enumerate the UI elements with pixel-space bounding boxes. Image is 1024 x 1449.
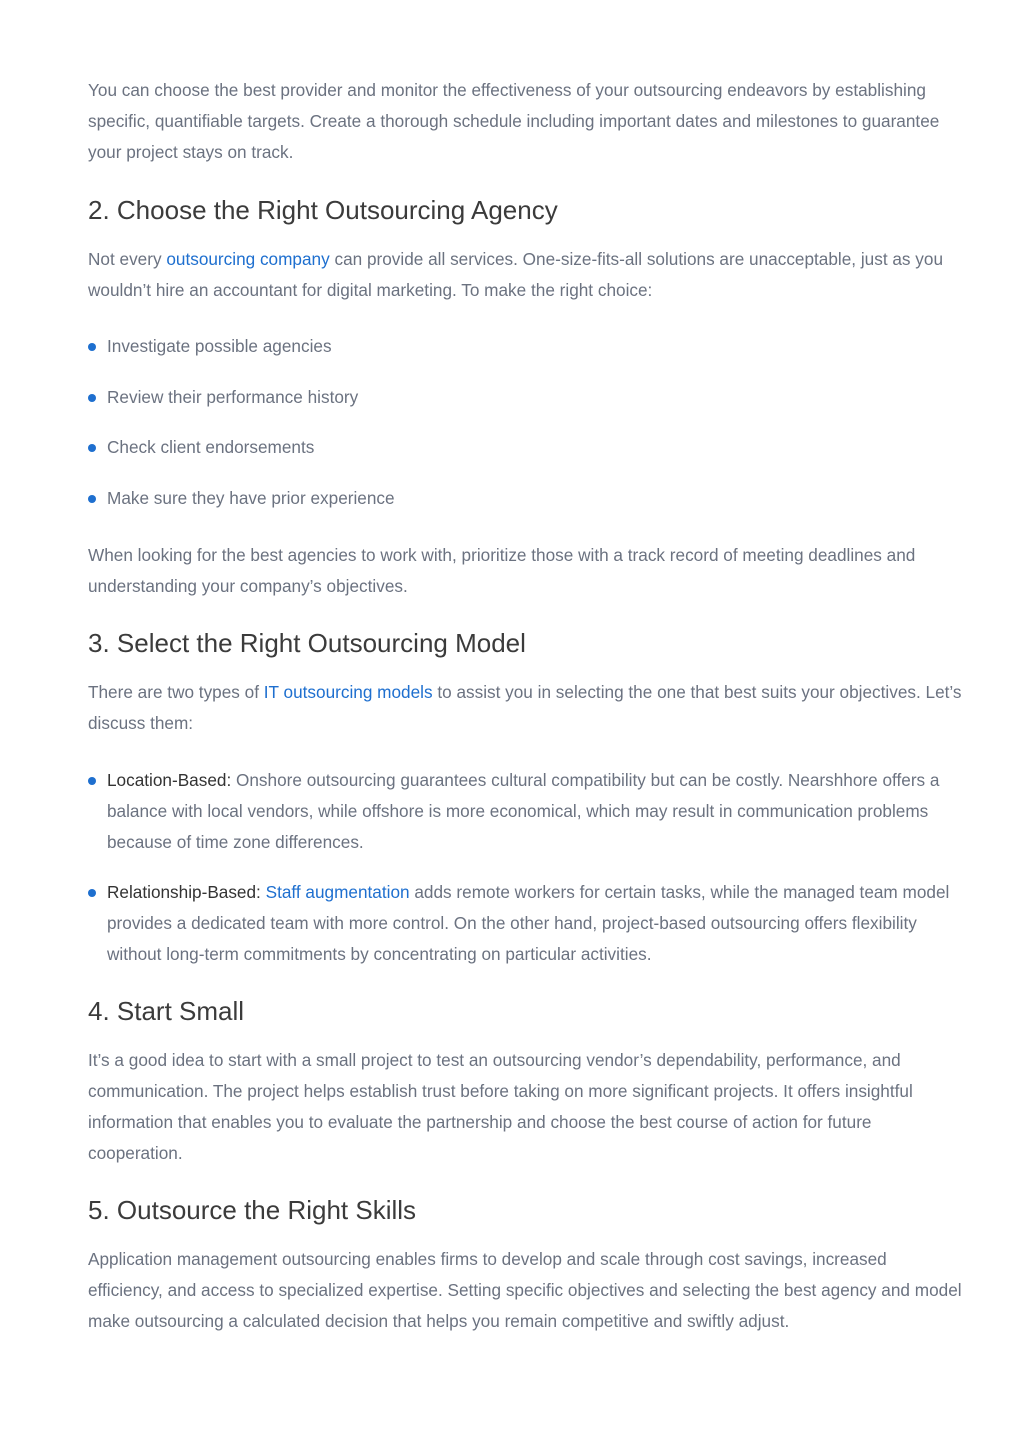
list-item-text: Investigate possible agencies xyxy=(107,336,332,356)
bullet-dot-icon xyxy=(88,394,96,402)
model-types-list xyxy=(88,765,966,970)
start-small-paragraph: It’s a good idea to start with a small project to test an outsourcing vendor’s dependability, performance, and communication. The project helps establish trust before taking on more significant projects. It offers insightful information that enables you to evaluate the partnership and choose the best course of action for future cooperation. xyxy=(88,1049,913,1163)
agency-intro-paragraph xyxy=(88,244,966,306)
staff-augmentation-link[interactable]: Staff augmentation xyxy=(265,881,410,902)
model-intro-text-after: to assist you in selecting the one that best suits your objectives. Let’s discuss them: xyxy=(88,681,962,733)
heading-select-model: 3. Select the Right Outsourcing Model xyxy=(88,627,526,658)
heading-choose-agency: 2. Choose the Right Outsourcing Agency xyxy=(88,195,558,225)
list-item xyxy=(88,432,966,463)
list-item-relationship-based xyxy=(88,877,966,970)
list-item xyxy=(88,483,966,514)
model-intro-text-before: There are two types of xyxy=(88,681,264,702)
agency-intro-text-before: Not every xyxy=(88,249,167,269)
heading-outsource-skills: 5. Outsource the Right Skills xyxy=(88,1194,417,1225)
list-item-text: Check client endorsements xyxy=(107,437,315,457)
bullet-dot-icon xyxy=(88,889,96,897)
it-outsourcing-models-link[interactable]: IT outsourcing models xyxy=(263,681,433,702)
list-item-text: Make sure they have prior experience xyxy=(107,487,395,508)
relationship-based-term: Relationship-Based: xyxy=(107,881,261,902)
agency-checklist xyxy=(88,331,966,514)
heading-start-small: 4. Start Small xyxy=(88,995,245,1026)
model-intro-paragraph xyxy=(88,677,966,739)
agency-summary-paragraph: When looking for the best agencies to work with, prioritize those with a track record of meeting deadlines and understanding your company’s objectives. xyxy=(88,544,916,596)
list-item xyxy=(88,331,966,362)
outsource-skills-paragraph: Application management outsourcing enables firms to develop and scale through cost savings, increased efficiency, and access to specialized expertise. Setting specific objectives and selecting the best agency and model make outsourcing a calculated decision that helps you remain competitive and swiftly adjust. xyxy=(88,1248,962,1331)
bullet-dot-icon xyxy=(88,495,96,503)
agency-intro-text-after: can provide all services. One-size-fits-all solutions are unacceptable, just as you wouldn’t hire an accountant for digital marketing. To make the right choice: xyxy=(88,249,944,300)
bullet-dot-icon xyxy=(88,343,96,351)
location-based-text: Onshore outsourcing guarantees cultural compatibility but can be costly. Nearshhore offers a balance with local vendors, while offshore is more economical, which may result in communication problems because of time zone differences. xyxy=(107,769,940,852)
list-item xyxy=(88,382,966,413)
bullet-dot-icon xyxy=(88,444,96,452)
relationship-based-text: adds remote workers for certain tasks, while the managed team model provides a dedicated team with more control. On the other hand, project-based outsourcing offers flexibility without long-term commitments by concentrating on particular activities. xyxy=(107,881,950,964)
list-item-text: Review their performance history xyxy=(107,386,359,407)
list-item-location-based xyxy=(88,765,966,858)
intro-paragraph: You can choose the best provider and monitor the effectiveness of your outsourcing endeavors by establishing specific, quantifiable targets. Create a thorough schedule including important dates and milestones to guarantee your project stays on track. xyxy=(88,80,940,162)
bullet-dot-icon xyxy=(88,777,96,785)
location-based-term: Location-Based: xyxy=(107,769,232,790)
outsourcing-company-link[interactable]: outsourcing company xyxy=(166,249,330,269)
